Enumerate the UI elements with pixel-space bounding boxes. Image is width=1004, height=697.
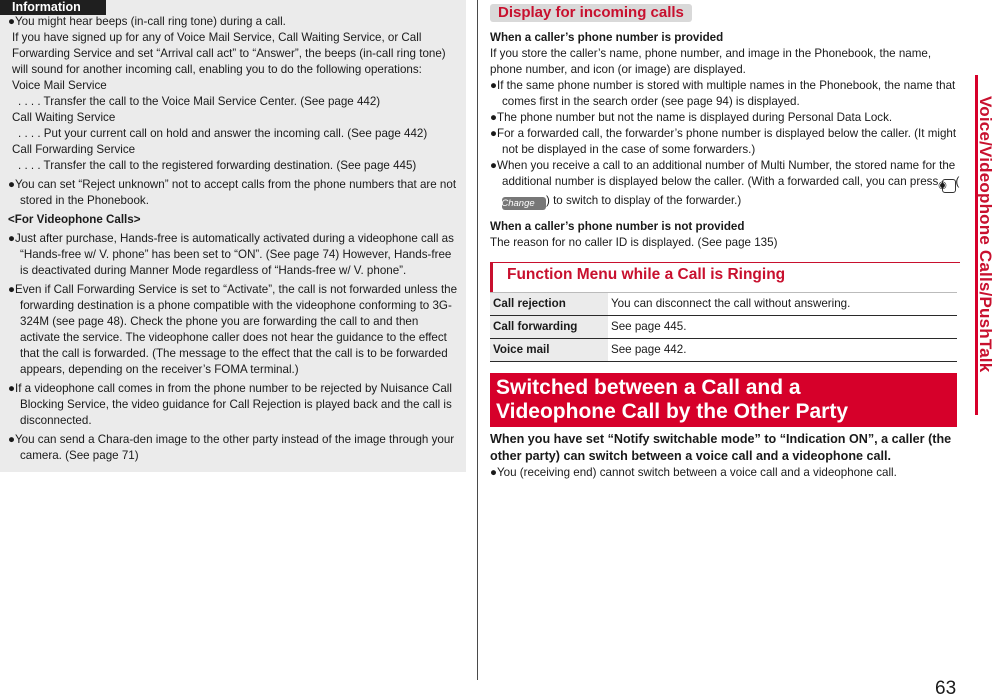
menu-value-call-rejection: You can disconnect the call without answering.	[608, 293, 957, 316]
call-forwarding-label: Call Forwarding Service	[12, 143, 136, 156]
column-divider	[477, 0, 478, 680]
info-bullet-call-forwarding: ●Even if Call Forwarding Service is set to “Activate”, the call is not forwarded unless the forwarding destination is a phone compatible with the videophone conforming to 3G-324M (see page 48). Check the phone you are forwarding the call to and then activate the service. The videophone caller does not hear the guidance to the effect that the call is forwarded. (The message to the effect that the call is to be forwarded appears, depending on the receiver’s FOMA terminal.)	[8, 283, 458, 376]
switched-call-banner	[490, 373, 957, 427]
display-bullet-forwarded: ●For a forwarded call, the forwarder’s phone number is displayed below the caller. (It might not be displayed in the case of some forwarders.)	[490, 127, 957, 156]
table-row	[490, 339, 957, 362]
change-softkey-icon: Change	[502, 197, 546, 210]
information-panel	[0, 0, 466, 472]
switched-lead: When you have set “Notify switchable mode” to “Indication ON”, a caller (the other party) can switch between a voice call and a videophone call.	[490, 432, 952, 463]
switched-bullet: ●You (receiving end) cannot switch between a voice call and a videophone call.	[490, 466, 897, 479]
voice-mail-label: Voice Mail Service	[12, 79, 107, 92]
display-bullet-data-lock: ●The phone number but not the name is displayed during Personal Data Lock.	[490, 111, 893, 124]
info-bullet-chara-den: ●You can send a Chara-den image to the other party instead of the image through your camera. (See page 71)	[8, 433, 455, 462]
menu-key-call-rejection: Call rejection	[490, 293, 608, 316]
table-row	[490, 316, 957, 339]
menu-value-call-forwarding: See page 445.	[608, 316, 957, 339]
display-bullet-multi-number: ●When you receive a call to an additional number of Multi Number, the stored name for the additional number is displayed below the caller. (With a forwarded call, you can press ◉ (Change ) to switch to display of the forwarder.)	[490, 159, 960, 209]
call-forwarding-desc: . . . . Transfer the call to the registered forwarding destination. (See page 445)	[18, 159, 417, 172]
right-column	[490, 0, 960, 481]
display-incoming-tab: Display for incoming calls	[490, 4, 692, 22]
camera-key-icon: ◉	[942, 179, 956, 193]
menu-key-voice-mail: Voice mail	[490, 339, 608, 362]
switched-title-line2: Videophone Call by the Other Party	[496, 400, 849, 423]
caller-not-provided-heading: When a caller’s phone number is not provided	[490, 220, 745, 233]
info-beeps-detail: If you have signed up for any of Voice Mail Service, Call Waiting Service, or Call Forwarding Service and set “Arrival call act” to “Answer”, the beeps (in-call ring tone) will sound for another incoming call, enabling you to do the following operations:	[12, 31, 446, 76]
information-tab: Information	[0, 0, 106, 15]
menu-key-call-forwarding: Call forwarding	[490, 316, 608, 339]
call-waiting-label: Call Waiting Service	[12, 111, 116, 124]
table-row	[490, 293, 957, 316]
function-menu-heading: Function Menu while a Call is Ringing	[490, 262, 960, 292]
videophone-calls-heading: <For Videophone Calls>	[8, 213, 141, 226]
call-waiting-desc: . . . . Put your current call on hold and answer the incoming call. (See page 442)	[18, 127, 428, 140]
caller-not-provided-text: The reason for no caller ID is displayed. (See page 135)	[490, 236, 778, 249]
info-bullet-beeps: ●You might hear beeps (in-call ring tone) during a call.	[8, 15, 286, 28]
voice-mail-desc: . . . . Transfer the call to the Voice Mail Service Center. (See page 442)	[18, 95, 381, 108]
switched-title-line1: Switched between a Call and a	[496, 376, 801, 399]
page-number: 63	[935, 678, 957, 697]
display-bullet-multiple-names: ●If the same phone number is stored with multiple names in the Phonebook, the name that comes first in the search order (see page 94) is displayed.	[490, 79, 956, 108]
info-bullet-hands-free: ●Just after purchase, Hands-free is automatically activated during a videophone call as “Hands-free w/ V. phone” has been set to “ON”. (See page 74) However, Hands-free is deactivated during Manner Mode regardless of “Hands-free w/ V. phone”.	[8, 232, 454, 277]
function-menu-table	[490, 292, 957, 362]
menu-value-voice-mail: See page 442.	[608, 339, 957, 362]
side-chapter-title: Voice/Videophone Calls/PushTalk	[976, 96, 995, 373]
info-bullet-reject-unknown: ●You can set “Reject unknown” not to accept calls from the phone numbers that are not stored in the Phonebook.	[8, 178, 457, 207]
info-bullet-nuisance: ●If a videophone call comes in from the phone number to be rejected by Nuisance Call Blocking Service, the video guidance for Call Rejection is played back and the call is disconnected.	[8, 382, 452, 427]
caller-provided-heading: When a caller’s phone number is provided	[490, 31, 724, 44]
caller-provided-text: If you store the caller’s name, phone number, and image in the Phonebook, the name, phone number, and icon (or image) are displayed.	[490, 47, 932, 76]
